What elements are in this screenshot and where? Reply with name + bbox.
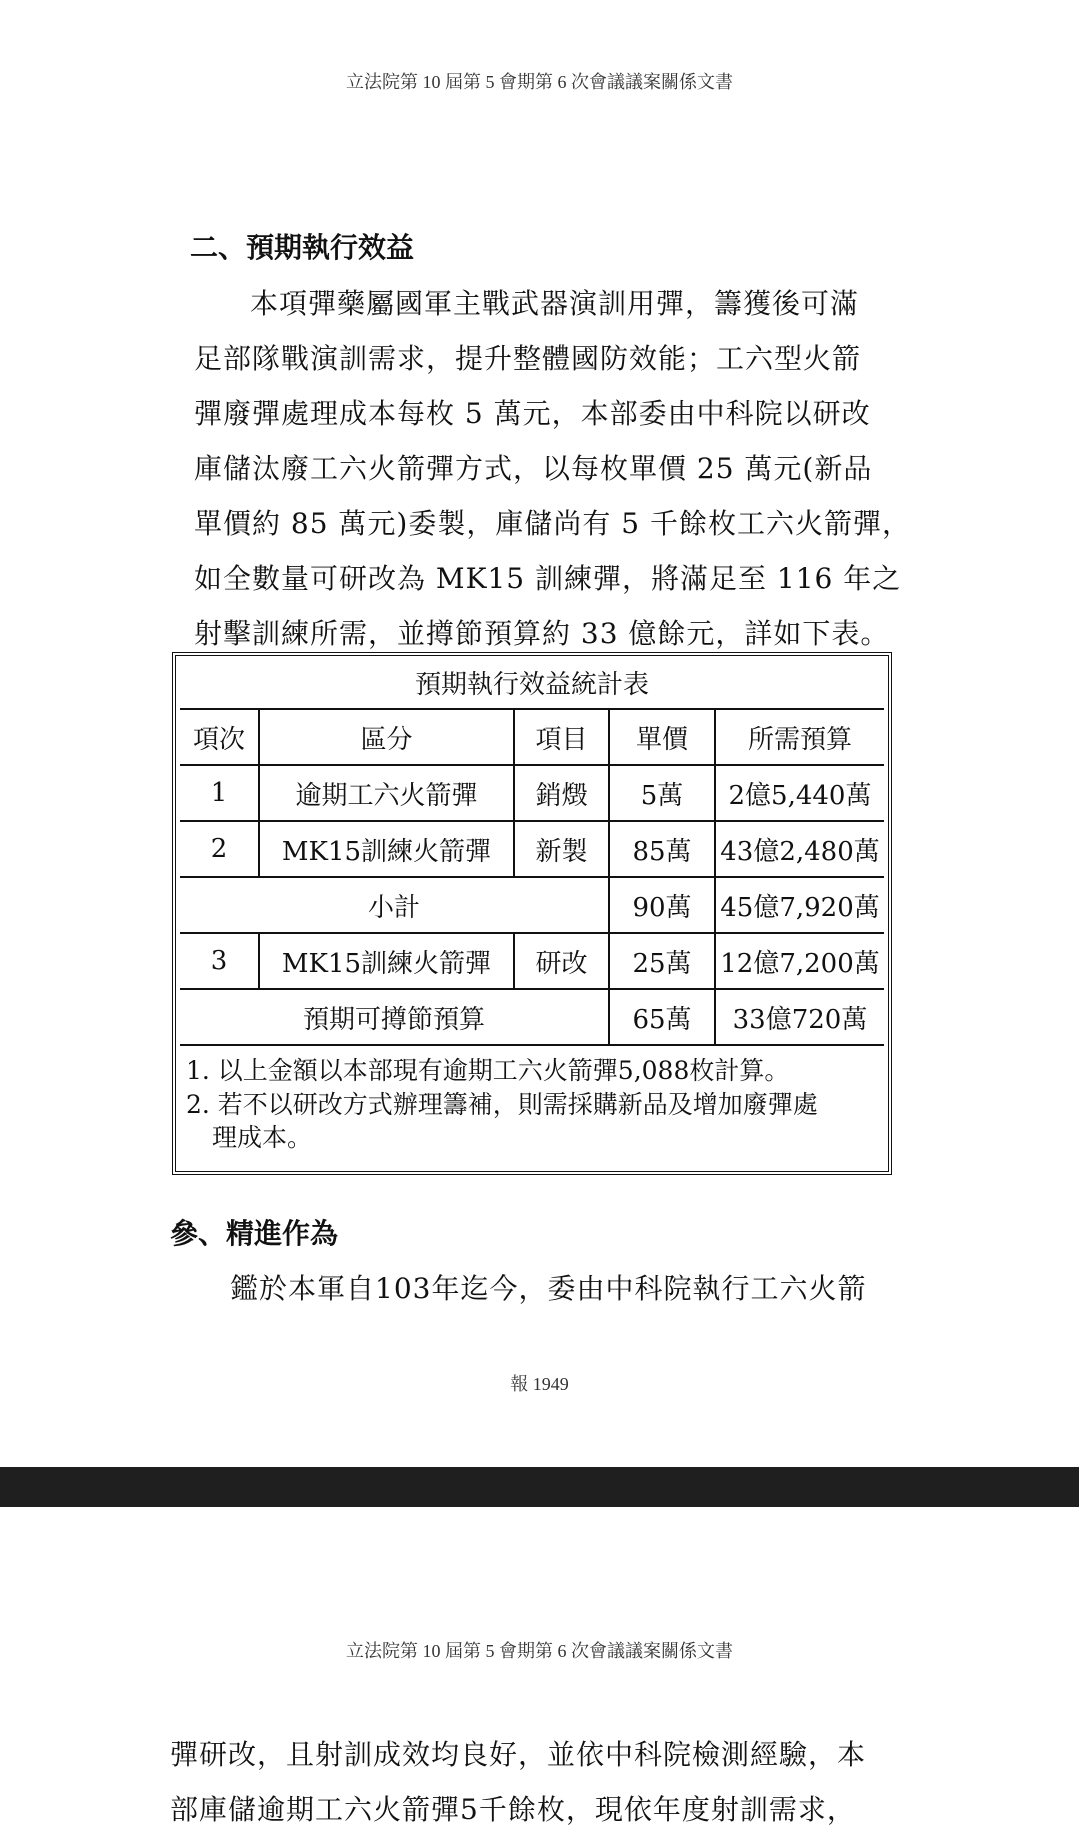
benefit-table — [172, 652, 892, 1175]
table-note: 理成本。 — [212, 1123, 313, 1152]
table-title-row — [180, 656, 884, 710]
row-unit-price: 85萬 — [610, 822, 716, 876]
savings-row — [180, 990, 884, 1046]
table-row — [180, 822, 884, 878]
header-budget: 所需預算 — [747, 724, 852, 755]
row-item: 研改 — [515, 934, 610, 988]
row-category: MK15訓練火箭彈 — [260, 822, 515, 876]
page-header: 立法院第 10 屆第 5 會期第 6 次會議議案關係文書 — [346, 1641, 733, 1661]
table-row — [180, 766, 884, 822]
row-category: 逾期工六火箭彈 — [260, 766, 515, 820]
header-item: 項目 — [515, 710, 610, 764]
paragraph-line: 單價約 85 萬元)委製，庫儲尚有 5 千餘枚工六火箭彈， — [194, 507, 911, 540]
table-note: 1. 以上金額以本部現有逾期工六火箭彈5,088枚計算。 — [186, 1056, 790, 1085]
table-note: 2. 若不以研改方式辦理籌補，則需採購新品及增加廢彈處 — [186, 1090, 818, 1119]
paragraph-line: 庫儲汰廢工六火箭彈方式，以每枚單價 25 萬元(新品 — [194, 452, 873, 485]
header-index: 項次 — [180, 710, 260, 764]
row-unit-price: 25萬 — [610, 934, 716, 988]
savings-budget: 33億720萬 — [732, 1004, 868, 1035]
row-budget: 12億7,200萬 — [720, 948, 880, 979]
subtotal-budget: 45億7,920萬 — [720, 892, 880, 923]
paragraph-line: 彈研改，且射訓成效均良好，並依中科院檢測經驗，本 — [170, 1738, 867, 1771]
page-divider — [0, 1467, 1079, 1507]
section3-heading: 參、精進作為 — [170, 1217, 339, 1250]
paragraph-line: 部庫儲逾期工六火箭彈5千餘枚，現依年度射訓需求， — [170, 1793, 856, 1826]
section3-line: 鑑於本軍自103年迄今，委由中科院執行工六火箭 — [230, 1272, 867, 1305]
paragraph-line: 射擊訓練所需，並撙節預算約 33 億餘元，詳如下表。 — [194, 617, 890, 650]
table-title: 預期執行效益統計表 — [414, 669, 649, 700]
subtotal-label: 小計 — [180, 878, 610, 932]
row-budget: 43億2,480萬 — [720, 836, 880, 867]
table-row — [180, 934, 884, 990]
row-index: 3 — [180, 934, 260, 988]
row-category: MK15訓練火箭彈 — [260, 934, 515, 988]
header-unit-price: 單價 — [610, 710, 716, 764]
row-index: 1 — [180, 766, 260, 820]
paragraph-line: 足部隊戰演訓需求，提升整體國防效能；工六型火箭 — [194, 342, 862, 375]
savings-label: 預期可撙節預算 — [180, 990, 610, 1044]
paragraph-line: 彈廢彈處理成本每枚 5 萬元，本部委由中科院以研改 — [194, 397, 871, 430]
section-heading: 二、預期執行效益 — [190, 231, 415, 264]
row-unit-price: 5萬 — [610, 766, 716, 820]
row-index: 2 — [180, 822, 260, 876]
row-item: 銷燬 — [515, 766, 610, 820]
page-number: 報 1949 — [510, 1374, 569, 1394]
savings-unit-price: 65萬 — [610, 990, 716, 1044]
row-item: 新製 — [515, 822, 610, 876]
subtotal-unit-price: 90萬 — [610, 878, 716, 932]
page-header: 立法院第 10 屆第 5 會期第 6 次會議議案關係文書 — [346, 72, 733, 92]
header-category: 區分 — [260, 710, 515, 764]
subtotal-row — [180, 878, 884, 934]
table-header-row — [180, 710, 884, 766]
row-budget: 2億5,440萬 — [728, 780, 872, 811]
paragraph-line: 如全數量可研改為 MK15 訓練彈，將滿足至 116 年之 — [194, 562, 902, 595]
paragraph-line: 本項彈藥屬國軍主戰武器演訓用彈，籌獲後可滿 — [250, 287, 860, 320]
